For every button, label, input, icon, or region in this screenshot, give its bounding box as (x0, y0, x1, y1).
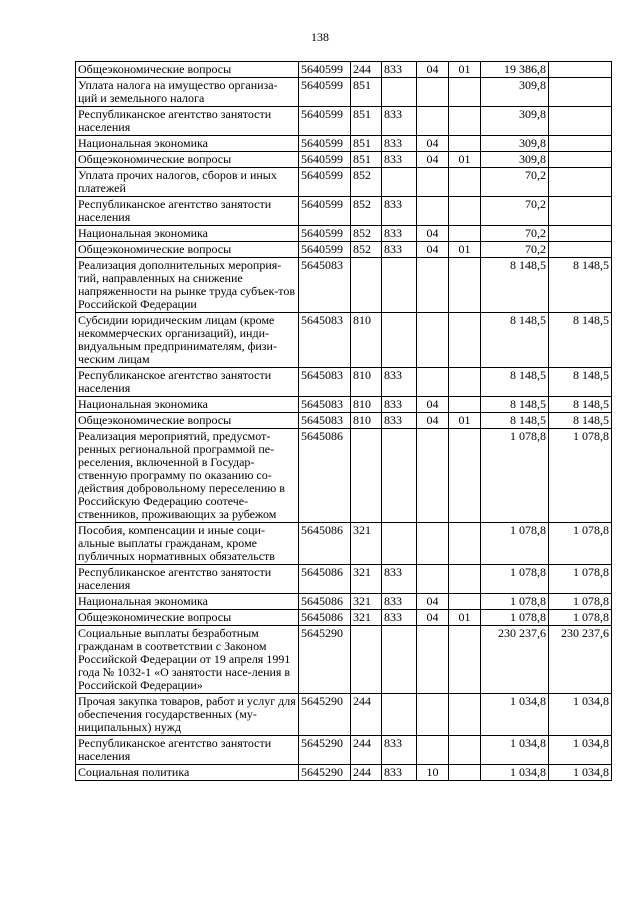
federal-amount-cell (549, 168, 612, 197)
table-row (76, 610, 612, 626)
item-name-cell: Субсидии юридическим лицам (кроме некоммерческих организаций), инди-видуальным предпринимателям, физи-ческим лицам (76, 313, 299, 368)
ministry-code-cell (382, 168, 417, 197)
federal-amount-cell (549, 107, 612, 136)
federal-amount-cell: 8 148,5 (549, 397, 612, 413)
table-row (76, 226, 612, 242)
target-article-code-cell: 5645083 (299, 413, 351, 429)
item-name-cell: Республиканское агентство занятости населения (76, 197, 299, 226)
budget-table (75, 61, 612, 781)
table-row (76, 565, 612, 594)
target-article-code-cell: 5645083 (299, 397, 351, 413)
section-code-cell: 04 (417, 152, 449, 168)
ministry-code-cell: 833 (382, 226, 417, 242)
amount-cell: 1 034,8 (481, 765, 549, 781)
subsection-code-cell: 01 (449, 610, 481, 626)
amount-cell: 309,8 (481, 136, 549, 152)
target-article-code-cell: 5645086 (299, 429, 351, 523)
item-name-cell: Уплата прочих налогов, сборов и иных платежей (76, 168, 299, 197)
federal-amount-cell: 8 148,5 (549, 313, 612, 368)
table-row (76, 397, 612, 413)
item-name-cell: Общеэкономические вопросы (76, 610, 299, 626)
expense-type-code-cell (351, 626, 382, 694)
section-code-cell: 04 (417, 136, 449, 152)
expense-type-code-cell: 852 (351, 168, 382, 197)
ministry-code-cell: 833 (382, 107, 417, 136)
subsection-code-cell (449, 313, 481, 368)
amount-cell: 70,2 (481, 226, 549, 242)
federal-amount-cell (549, 197, 612, 226)
federal-amount-cell: 8 148,5 (549, 258, 612, 313)
section-code-cell (417, 565, 449, 594)
federal-amount-cell (549, 152, 612, 168)
federal-amount-cell: 1 078,8 (549, 565, 612, 594)
ministry-code-cell: 833 (382, 242, 417, 258)
item-name-cell: Общеэкономические вопросы (76, 413, 299, 429)
section-code-cell: 04 (417, 610, 449, 626)
item-name-cell: Национальная экономика (76, 594, 299, 610)
federal-amount-cell: 1 034,8 (549, 765, 612, 781)
item-name-cell: Национальная экономика (76, 397, 299, 413)
subsection-code-cell (449, 226, 481, 242)
amount-cell: 8 148,5 (481, 368, 549, 397)
expense-type-code-cell: 852 (351, 197, 382, 226)
target-article-code-cell: 5645086 (299, 523, 351, 565)
federal-amount-cell: 1 078,8 (549, 429, 612, 523)
expense-type-code-cell: 321 (351, 523, 382, 565)
table-row (76, 429, 612, 523)
expense-type-code-cell: 321 (351, 594, 382, 610)
section-code-cell: 10 (417, 765, 449, 781)
target-article-code-cell: 5645083 (299, 258, 351, 313)
expense-type-code-cell: 852 (351, 242, 382, 258)
ministry-code-cell: 833 (382, 152, 417, 168)
section-code-cell (417, 107, 449, 136)
target-article-code-cell: 5640599 (299, 152, 351, 168)
ministry-code-cell (382, 429, 417, 523)
federal-amount-cell: 1 078,8 (549, 610, 612, 626)
item-name-cell: Реализация мероприятий, предусмот-ренных региональной программой пе-реселения, включенной в Государ-ственную программу по оказанию со-действия добровольному переселению в Российскую Федерацию соотече-ственников, проживающих за рубежом (76, 429, 299, 523)
section-code-cell (417, 523, 449, 565)
target-article-code-cell: 5645290 (299, 694, 351, 736)
amount-cell: 1 078,8 (481, 523, 549, 565)
ministry-code-cell: 833 (382, 765, 417, 781)
table-body (76, 62, 612, 781)
item-name-cell: Пособия, компенсации и иные соци-альные выплаты гражданам, кроме публичных нормативных обязательств (76, 523, 299, 565)
table-row (76, 413, 612, 429)
section-code-cell (417, 258, 449, 313)
expense-type-code-cell: 851 (351, 107, 382, 136)
amount-cell: 309,8 (481, 78, 549, 107)
section-code-cell: 04 (417, 397, 449, 413)
ministry-code-cell: 833 (382, 368, 417, 397)
subsection-code-cell (449, 197, 481, 226)
expense-type-code-cell: 851 (351, 136, 382, 152)
section-code-cell (417, 197, 449, 226)
section-code-cell: 04 (417, 413, 449, 429)
section-code-cell: 04 (417, 242, 449, 258)
table-row (76, 258, 612, 313)
federal-amount-cell (549, 62, 612, 78)
expense-type-code-cell: 321 (351, 565, 382, 594)
federal-amount-cell (549, 78, 612, 107)
target-article-code-cell: 5640599 (299, 226, 351, 242)
amount-cell: 1 078,8 (481, 610, 549, 626)
target-article-code-cell: 5640599 (299, 62, 351, 78)
subsection-code-cell (449, 168, 481, 197)
section-code-cell (417, 368, 449, 397)
ministry-code-cell (382, 258, 417, 313)
expense-type-code-cell: 810 (351, 313, 382, 368)
subsection-code-cell: 01 (449, 413, 481, 429)
table-row (76, 136, 612, 152)
section-code-cell: 04 (417, 62, 449, 78)
section-code-cell: 04 (417, 226, 449, 242)
target-article-code-cell: 5640599 (299, 242, 351, 258)
target-article-code-cell: 5645290 (299, 736, 351, 765)
table-row (76, 626, 612, 694)
ministry-code-cell: 833 (382, 197, 417, 226)
ministry-code-cell: 833 (382, 136, 417, 152)
subsection-code-cell (449, 565, 481, 594)
federal-amount-cell: 1 078,8 (549, 523, 612, 565)
subsection-code-cell (449, 368, 481, 397)
subsection-code-cell (449, 694, 481, 736)
target-article-code-cell: 5640599 (299, 197, 351, 226)
item-name-cell: Прочая закупка товаров, работ и услуг для обеспечения государственных (му-ниципальных) нужд (76, 694, 299, 736)
expense-type-code-cell: 852 (351, 226, 382, 242)
subsection-code-cell (449, 736, 481, 765)
federal-amount-cell: 230 237,6 (549, 626, 612, 694)
subsection-code-cell: 01 (449, 152, 481, 168)
amount-cell: 70,2 (481, 197, 549, 226)
table-row (76, 197, 612, 226)
item-name-cell: Общеэкономические вопросы (76, 152, 299, 168)
table-row (76, 242, 612, 258)
table-row (76, 107, 612, 136)
table-row (76, 523, 612, 565)
section-code-cell (417, 168, 449, 197)
ministry-code-cell (382, 626, 417, 694)
amount-cell: 1 034,8 (481, 694, 549, 736)
target-article-code-cell: 5645290 (299, 765, 351, 781)
expense-type-code-cell: 244 (351, 694, 382, 736)
item-name-cell: Общеэкономические вопросы (76, 242, 299, 258)
table-row (76, 368, 612, 397)
amount-cell: 19 386,8 (481, 62, 549, 78)
subsection-code-cell: 01 (449, 62, 481, 78)
expense-type-code-cell: 321 (351, 610, 382, 626)
item-name-cell: Социальные выплаты безработным гражданам в соответствии с Законом Российской Федерации от 19 апреля 1991 года № 1032-1 «О занятости насе-ления в Российской Федерации» (76, 626, 299, 694)
amount-cell: 1 078,8 (481, 565, 549, 594)
ministry-code-cell (382, 523, 417, 565)
expense-type-code-cell (351, 429, 382, 523)
expense-type-code-cell: 244 (351, 736, 382, 765)
item-name-cell: Уплата налога на имущество организа-ций и земельного налога (76, 78, 299, 107)
target-article-code-cell: 5645290 (299, 626, 351, 694)
ministry-code-cell: 833 (382, 62, 417, 78)
expense-type-code-cell: 810 (351, 413, 382, 429)
subsection-code-cell (449, 78, 481, 107)
amount-cell: 1 034,8 (481, 736, 549, 765)
amount-cell: 230 237,6 (481, 626, 549, 694)
section-code-cell (417, 78, 449, 107)
section-code-cell: 04 (417, 594, 449, 610)
page-number: 138 (311, 30, 329, 44)
item-name-cell: Республиканское агентство занятости населения (76, 368, 299, 397)
expense-type-code-cell: 851 (351, 152, 382, 168)
subsection-code-cell (449, 765, 481, 781)
target-article-code-cell: 5645083 (299, 313, 351, 368)
amount-cell: 309,8 (481, 107, 549, 136)
target-article-code-cell: 5640599 (299, 168, 351, 197)
ministry-code-cell (382, 313, 417, 368)
subsection-code-cell (449, 594, 481, 610)
item-name-cell: Социальная политика (76, 765, 299, 781)
table-row (76, 313, 612, 368)
amount-cell: 8 148,5 (481, 313, 549, 368)
ministry-code-cell: 833 (382, 610, 417, 626)
federal-amount-cell: 1 034,8 (549, 736, 612, 765)
section-code-cell (417, 626, 449, 694)
ministry-code-cell: 833 (382, 594, 417, 610)
ministry-code-cell: 833 (382, 413, 417, 429)
amount-cell: 1 078,8 (481, 429, 549, 523)
table-row (76, 168, 612, 197)
target-article-code-cell: 5645086 (299, 594, 351, 610)
subsection-code-cell (449, 136, 481, 152)
table-row (76, 152, 612, 168)
ministry-code-cell (382, 78, 417, 107)
federal-amount-cell: 1 078,8 (549, 594, 612, 610)
subsection-code-cell (449, 429, 481, 523)
amount-cell: 8 148,5 (481, 413, 549, 429)
target-article-code-cell: 5640599 (299, 78, 351, 107)
table-row (76, 736, 612, 765)
federal-amount-cell: 1 034,8 (549, 694, 612, 736)
subsection-code-cell (449, 258, 481, 313)
target-article-code-cell: 5645086 (299, 610, 351, 626)
expense-type-code-cell: 810 (351, 368, 382, 397)
subsection-code-cell (449, 523, 481, 565)
item-name-cell: Реализация дополнительных мероприя-тий, направленных на снижение напряженности на рынке труда субъек-тов Российской Федерации (76, 258, 299, 313)
federal-amount-cell (549, 242, 612, 258)
subsection-code-cell (449, 626, 481, 694)
ministry-code-cell: 833 (382, 565, 417, 594)
expense-type-code-cell (351, 258, 382, 313)
amount-cell: 8 148,5 (481, 397, 549, 413)
section-code-cell (417, 429, 449, 523)
item-name-cell: Республиканское агентство занятости населения (76, 565, 299, 594)
item-name-cell: Национальная экономика (76, 136, 299, 152)
amount-cell: 309,8 (481, 152, 549, 168)
ministry-code-cell: 833 (382, 397, 417, 413)
amount-cell: 8 148,5 (481, 258, 549, 313)
table-row (76, 594, 612, 610)
federal-amount-cell: 8 148,5 (549, 368, 612, 397)
target-article-code-cell: 5640599 (299, 107, 351, 136)
ministry-code-cell (382, 694, 417, 736)
item-name-cell: Национальная экономика (76, 226, 299, 242)
subsection-code-cell (449, 107, 481, 136)
item-name-cell: Республиканское агентство занятости населения (76, 736, 299, 765)
ministry-code-cell: 833 (382, 736, 417, 765)
table-row (76, 765, 612, 781)
target-article-code-cell: 5645086 (299, 565, 351, 594)
subsection-code-cell: 01 (449, 242, 481, 258)
expense-type-code-cell: 244 (351, 62, 382, 78)
item-name-cell: Республиканское агентство занятости населения (76, 107, 299, 136)
section-code-cell (417, 736, 449, 765)
federal-amount-cell (549, 226, 612, 242)
amount-cell: 1 078,8 (481, 594, 549, 610)
expense-type-code-cell: 851 (351, 78, 382, 107)
amount-cell: 70,2 (481, 242, 549, 258)
section-code-cell (417, 694, 449, 736)
target-article-code-cell: 5645083 (299, 368, 351, 397)
section-code-cell (417, 313, 449, 368)
federal-amount-cell: 8 148,5 (549, 413, 612, 429)
table-row (76, 62, 612, 78)
federal-amount-cell (549, 136, 612, 152)
table-row (76, 694, 612, 736)
item-name-cell: Общеэкономические вопросы (76, 62, 299, 78)
target-article-code-cell: 5640599 (299, 136, 351, 152)
expense-type-code-cell: 244 (351, 765, 382, 781)
expense-type-code-cell: 810 (351, 397, 382, 413)
amount-cell: 70,2 (481, 168, 549, 197)
table-row (76, 78, 612, 107)
subsection-code-cell (449, 397, 481, 413)
